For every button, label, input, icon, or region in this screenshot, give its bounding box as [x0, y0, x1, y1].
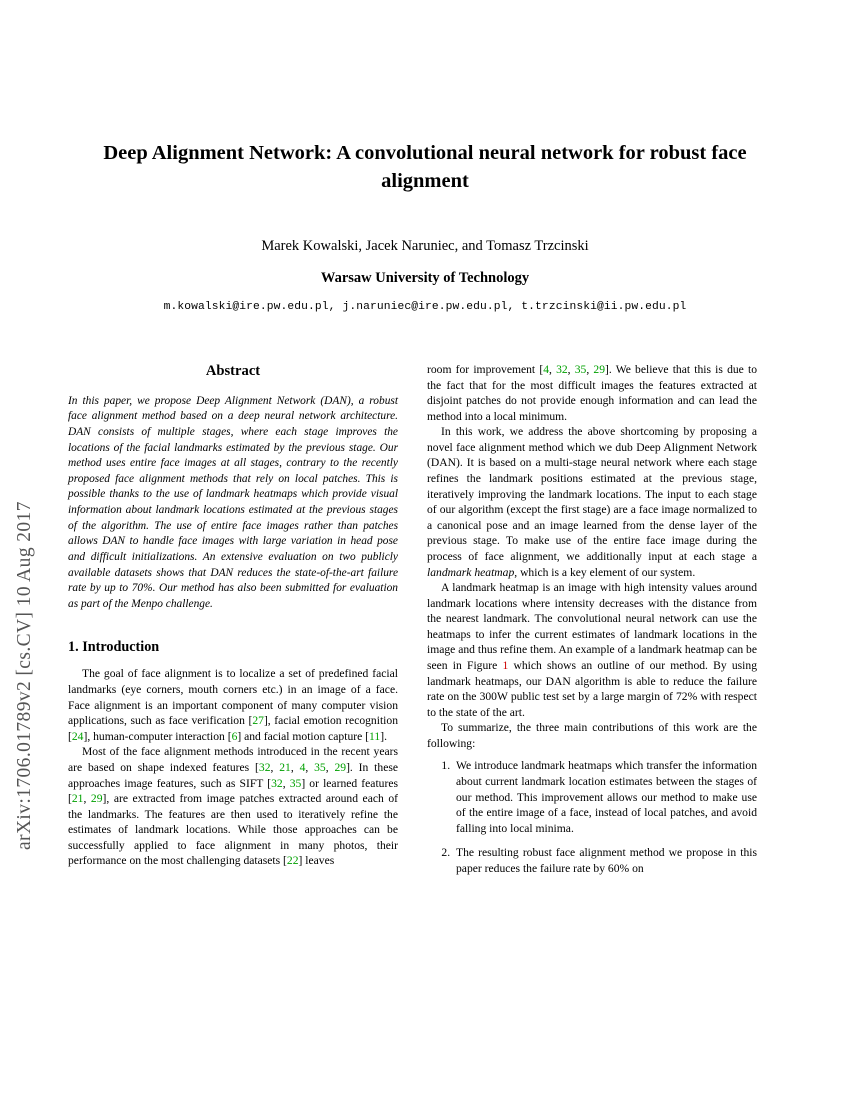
left-column	[68, 362, 398, 869]
list-item: 1. We introduce landmark heatmaps which transfer the information about current landmark location estimates between the stages of our method. This improvement allows our method to make use of the entire image of a face, instead of local patches, and avoid falling into local minima.	[453, 758, 757, 836]
author-list: Marek Kowalski, Jacek Naruniec, and Tomasz Trzcinski	[261, 238, 589, 254]
affiliation: Warsaw University of Technology	[320, 270, 530, 286]
contributions-list	[427, 758, 757, 876]
list-item: 2. The resulting robust face alignment method we propose in this paper reduces the failure rate by 60% on	[453, 845, 757, 876]
arxiv-stamp: arXiv:1706.01789v2 [cs.CV] 10 Aug 2017	[14, 501, 35, 850]
right-paragraph-1: room for improvement [4, 32, 35, 29]. We believe that this is due to the fact that for the most difficult images the features extracted at disjoint patches do not provide enough information and can lead the method into a local minimum.	[427, 363, 758, 423]
right-column	[427, 362, 757, 886]
author-emails: m.kowalski@ire.pw.edu.pl, j.naruniec@ire.pw.edu.pl, t.trzcinski@ii.pw.edu.pl	[163, 301, 687, 313]
right-paragraph-2: In this work, we address the above shortcoming by proposing a novel face alignment method which we dub Deep Alignment Network (DAN). It is based on a multi-stage neural network where each stage refines the landmark positions estimated at the previous stage, iteratively improving the landmark locations. The input to each stage of our algorithm (except the first stage) are a face image normalized to a canonical pose and an image learned from the dense layer of the previous stage. To make use of the entire face image during the process of face alignment, we additionally input at each stage a landmark heatmap, which is a key element of our system.	[427, 425, 757, 579]
right-paragraph-3: A landmark heatmap is an image with high intensity values around landmark locations where intensity decreases with the distance from the nearest landmark. The convolutional neural network can use the heatmaps to infer the current estimates of landmark locations in the image and thus refine them. An example of a landmark heatmap can be seen in Figure 1 which shows an outline of our method. By using landmark heatmaps, our DAN algorithm is able to reduce the failure rate on the 300W public test set by a large margin of 72% with respect to the state of the art.	[427, 581, 757, 719]
intro-paragraph-2: Most of the face alignment methods introduced in the recent years are based on shape indexed features [32, 21, 4, 35, 29]. In these approaches image features, such as SIFT [32, 35] or learned features [21, 29], are extracted from image patches extracted around each of the landmarks. The features are then used to iteratively refine the estimates of landmark locations. While those approaches can be successfully applied to face alignment in many photos, their performance on the most challenging datasets [22] leaves	[68, 745, 398, 868]
section-heading-introduction: 1. Introduction	[68, 639, 160, 656]
intro-paragraph-1: The goal of face alignment is to localize a set of predefined facial landmarks (eye corners, mouth corners etc.) in an image of a face. Face alignment is an important component of many computer vision applications, such as face verification [27], facial emotion recognition [24], human-computer interaction [6] and facial motion capture [11].	[68, 667, 398, 743]
abstract-heading: Abstract	[205, 363, 261, 379]
page-title: Deep Alignment Network: A convolutional neural network for robust face alignment	[103, 142, 747, 192]
right-paragraph-4: To summarize, the three main contributions of this work are the following:	[427, 721, 757, 750]
abstract-text: In this paper, we propose Deep Alignment Network (DAN), a robust face alignment method based on a deep neural network architecture. DAN consists of multiple stages, where each stage improves the locations of the facial landmarks estimated by the previous stage. Our method uses entire face images at all stages, contrary to the recently proposed face alignment methods that rely on local patches. This is possible thanks to the use of landmark heatmaps which provide visual information about landmark locations estimated at the previous stages of the algorithm. The use of entire face images rather than patches allows DAN to handle face images with large variation in head pose and difficult initializations. An extensive evaluation on two publicly available datasets shows that DAN reduces the state-of-the-art failure rate by up to 70%. Our method has also been submitted for evaluation as part of the Menpo challenge.	[68, 394, 398, 610]
